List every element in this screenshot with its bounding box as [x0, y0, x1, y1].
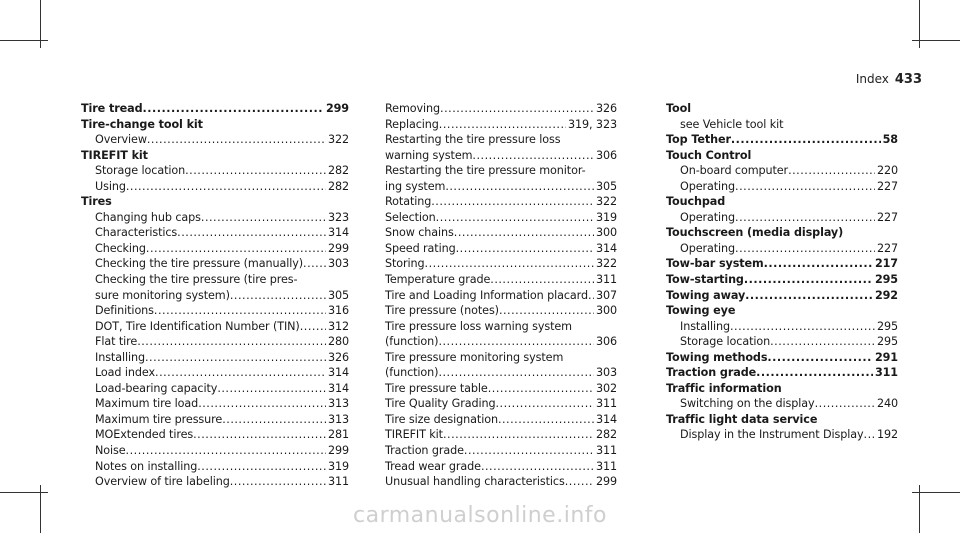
crop-mark [912, 492, 960, 493]
index-heading[interactable] [666, 256, 898, 272]
crop-mark [0, 40, 48, 41]
page-reference[interactable]: 295 [874, 273, 898, 287]
index-subentry[interactable] [81, 272, 349, 288]
index-subentry[interactable] [385, 179, 617, 195]
dot-leader [222, 412, 326, 428]
dot-leader [756, 365, 873, 381]
page-reference[interactable]: 323 [327, 210, 349, 224]
page-reference[interactable]: 322 [595, 195, 617, 209]
dot-leader [177, 225, 326, 241]
index-subentry[interactable] [81, 319, 349, 335]
dot-leader [230, 474, 326, 490]
index-subentry[interactable] [385, 132, 617, 148]
page-reference[interactable]: 305 [327, 288, 349, 302]
dot-leader [303, 256, 326, 272]
page-reference[interactable]: 306 [595, 335, 617, 349]
index-subentry[interactable] [81, 427, 349, 443]
dot-leader [565, 474, 594, 490]
page-reference[interactable]: 312 [327, 319, 349, 333]
entry-text: Storage location [680, 335, 771, 349]
index-subentry[interactable] [81, 288, 349, 304]
index-column-3 [666, 101, 898, 443]
index-heading[interactable] [666, 148, 898, 164]
entry-text: Tire pressure monitoring system [385, 350, 564, 364]
page-header [856, 72, 922, 87]
index-heading[interactable] [666, 225, 898, 241]
entry-text: Traffic information [666, 381, 782, 395]
index-subentry[interactable] [385, 210, 617, 226]
index-subentry[interactable] [385, 163, 617, 179]
entry-text: Load-bearing capacity [95, 381, 218, 395]
watermark: carmanualsonline.info [353, 503, 607, 528]
entry-text: Tire size designation [385, 412, 498, 426]
page-reference[interactable]: 319 [327, 459, 349, 473]
entry-text: Switching on the display [680, 397, 815, 411]
page-reference[interactable]: 314 [595, 241, 617, 255]
entry-text: Overview of tire labeling [95, 475, 230, 489]
dot-leader [735, 241, 875, 257]
dot-leader [490, 272, 594, 288]
entry-text: Touchpad [666, 195, 726, 209]
page-reference[interactable]: 314 [327, 226, 349, 240]
dot-leader [155, 365, 326, 381]
index-subentry[interactable] [81, 256, 349, 272]
page-reference[interactable]: 306 [595, 148, 617, 162]
index-subentry[interactable] [666, 427, 898, 443]
entry-text: Replacing [385, 117, 439, 131]
index-subentry[interactable] [81, 179, 349, 195]
dot-leader [495, 396, 593, 412]
page-reference[interactable]: 305 [595, 179, 617, 193]
dot-leader [198, 396, 326, 412]
entry-text: Restarting the tire pressure monitor- [385, 164, 586, 178]
page-reference[interactable]: 282 [327, 179, 349, 193]
index-subentry[interactable] [666, 319, 898, 335]
page-reference[interactable]: 311 [874, 366, 898, 380]
dot-leader [731, 132, 881, 148]
index-subentry[interactable] [385, 459, 617, 475]
page-reference[interactable]: 299 [327, 241, 349, 255]
index-subentry[interactable] [385, 443, 617, 459]
page-reference[interactable]: 220 [876, 164, 898, 178]
entry-text: Restarting the tire pressure loss [385, 133, 561, 147]
page-reference[interactable]: 227 [876, 179, 898, 193]
index-subentry[interactable] [385, 272, 617, 288]
entry-text: Tire pressure loss warning system [385, 319, 572, 333]
dot-leader [864, 427, 875, 443]
entry-text: Towing methods [666, 350, 768, 364]
page-reference[interactable]: 326 [327, 350, 349, 364]
page-reference[interactable]: 313 [327, 412, 349, 426]
page-reference[interactable]: 322 [327, 133, 349, 147]
index-heading[interactable] [666, 272, 898, 288]
entry-text: Snow chains [385, 226, 454, 240]
index-subentry[interactable] [385, 148, 617, 164]
dot-leader [454, 225, 594, 241]
dot-leader [201, 210, 326, 226]
entry-text: Checking the tire pressure (manually) [95, 257, 304, 271]
dot-leader [443, 427, 594, 443]
entry-text: Towing away [666, 288, 746, 302]
index-subentry[interactable] [385, 474, 617, 490]
page-reference[interactable]: 311 [595, 444, 617, 458]
index-subentry[interactable] [666, 334, 898, 350]
index-subentry[interactable] [385, 334, 617, 350]
entry-text: Storage location [95, 164, 186, 178]
entry-text: Touchscreen (media display) [666, 226, 844, 240]
dot-leader [815, 396, 875, 412]
entry-text: Tire pressure table [385, 381, 488, 395]
page-reference[interactable]: 303 [595, 366, 617, 380]
entry-text: Traction grade [666, 366, 757, 380]
entry-text: Checking [95, 241, 146, 255]
index-subentry[interactable] [81, 443, 349, 459]
dot-leader [438, 334, 594, 350]
index-subentry[interactable] [666, 179, 898, 195]
entry-text: Towing eye [666, 304, 736, 318]
entry-text: Notes on installing [95, 459, 198, 473]
dot-leader [439, 117, 566, 133]
page-reference[interactable]: 58 [882, 133, 898, 147]
dot-leader [137, 334, 326, 350]
entry-text: warning system [385, 148, 473, 162]
index-subentry[interactable] [81, 396, 349, 412]
index-subentry[interactable] [81, 163, 349, 179]
page-reference[interactable]: 299 [327, 444, 349, 458]
page-reference[interactable]: 300 [595, 226, 617, 240]
entry-text: TIREFIT kit [385, 428, 443, 442]
index-subentry[interactable] [666, 210, 898, 226]
entry-text: Definitions [95, 304, 154, 318]
entry-text: ing system [385, 179, 446, 193]
index-subentry[interactable] [385, 194, 617, 210]
page-reference[interactable]: 227 [876, 210, 898, 224]
index-subentry[interactable] [81, 412, 349, 428]
index-subentry[interactable] [385, 241, 617, 257]
index-subentry[interactable] [385, 427, 617, 443]
entry-text: Tire tread [81, 102, 143, 115]
dot-leader [744, 272, 873, 288]
index-subentry[interactable] [666, 241, 898, 257]
index-subentry[interactable] [81, 474, 349, 490]
entry-text: Storing [385, 257, 425, 271]
entry-text: Operating [680, 210, 736, 224]
index-subentry[interactable] [385, 381, 617, 397]
index-subentry[interactable] [385, 225, 617, 241]
page-reference[interactable]: 326 [595, 102, 617, 115]
entry-text: On-board computer [680, 164, 789, 178]
entry-text: (function) [385, 335, 439, 349]
entry-text: Rotating [385, 195, 432, 209]
index-subentry[interactable] [385, 396, 617, 412]
dot-leader [146, 241, 326, 257]
dot-leader [154, 303, 326, 319]
page-reference[interactable]: 311 [595, 459, 617, 473]
dot-leader [185, 163, 326, 179]
entry-text: Load index [95, 366, 156, 380]
dot-leader [147, 132, 326, 148]
entry-text: Speed rating [385, 241, 456, 255]
page-reference[interactable]: 307 [595, 288, 618, 302]
index-subentry[interactable] [666, 117, 898, 133]
index-subentry[interactable] [81, 459, 349, 475]
index-subentry[interactable] [81, 365, 349, 381]
dot-leader [197, 459, 326, 475]
page-reference[interactable]: 192 [876, 428, 898, 442]
index-subentry[interactable] [81, 334, 349, 350]
dot-leader [230, 288, 326, 304]
dot-leader [217, 381, 326, 397]
index-subentry[interactable] [385, 101, 617, 117]
page-reference[interactable]: 314 [327, 366, 349, 380]
dot-leader [142, 101, 323, 117]
entry-text: Top Tether [666, 133, 731, 147]
page-reference[interactable]: 313 [327, 397, 349, 411]
page-number: 433 [894, 72, 922, 87]
index-column-1 [81, 101, 349, 490]
entry-text: (function) [385, 366, 439, 380]
page-reference[interactable]: 240 [876, 397, 898, 411]
entry-text: Tire-change tool kit [81, 117, 203, 131]
dot-leader [481, 459, 594, 475]
page-reference[interactable]: 217 [874, 257, 898, 271]
index-heading[interactable] [81, 148, 349, 164]
entry-text: Temperature grade [385, 273, 491, 287]
dot-leader [456, 241, 594, 257]
index-subentry[interactable] [81, 210, 349, 226]
index-subentry[interactable] [81, 225, 349, 241]
page-reference[interactable]: 282 [327, 164, 349, 178]
entry-text: Tow-bar system [666, 257, 764, 271]
page-reference[interactable]: 300 [595, 304, 617, 318]
index-subentry[interactable] [385, 288, 617, 304]
index-subentry[interactable] [81, 241, 349, 257]
entry-text: Checking the tire pressure (tire pres- [95, 273, 298, 287]
dot-leader [788, 163, 875, 179]
page-reference[interactable]: 227 [876, 241, 898, 255]
page-reference[interactable]: 280 [327, 335, 349, 349]
entry-text: Unusual handling characteristics [385, 475, 565, 489]
dot-leader [764, 256, 873, 272]
page-reference[interactable]: 292 [874, 288, 898, 302]
entry-text: Tire pressure (notes) [385, 304, 499, 318]
index-subentry[interactable] [385, 256, 617, 272]
entry-text: sure monitoring system) [95, 288, 230, 302]
entry-text: Maximum tire load [95, 397, 199, 411]
dot-leader [488, 381, 594, 397]
page-reference[interactable]: 303 [327, 257, 349, 271]
entry-text: Tool [666, 102, 691, 115]
page-reference[interactable]: 291 [874, 350, 898, 364]
entry-text: Traffic light data service [666, 412, 818, 426]
dot-leader [735, 210, 875, 226]
dot-leader [735, 179, 875, 195]
entry-text: Operating [680, 241, 736, 255]
index-subentry[interactable] [385, 350, 617, 366]
index-subentry[interactable] [385, 303, 617, 319]
entry-text: DOT, Tire Identification Number (TIN) [95, 319, 300, 333]
entry-text: Overview [95, 133, 147, 147]
dot-leader [440, 101, 594, 117]
dot-leader [498, 412, 594, 428]
page-reference[interactable]: 295 [876, 319, 898, 333]
entry-text: TIREFIT kit [81, 148, 148, 162]
index-heading[interactable] [666, 194, 898, 210]
page-reference[interactable]: 281 [327, 428, 349, 442]
entry-text: Installing [95, 350, 145, 364]
entry-text: Display in the Instrument Display [680, 428, 864, 442]
page-reference[interactable]: 311 [595, 273, 617, 287]
dot-leader [472, 148, 594, 164]
index-subentry[interactable] [385, 117, 617, 133]
index-subentry[interactable] [385, 365, 617, 381]
page-reference[interactable]: 319 [595, 210, 617, 224]
page-reference[interactable]: 282 [595, 428, 617, 442]
index-subentry[interactable] [81, 381, 349, 397]
entry-text: Tires [81, 195, 112, 209]
dot-leader [438, 365, 594, 381]
dot-leader [425, 256, 594, 272]
index-heading[interactable] [666, 101, 898, 117]
entry-text: Changing hub caps [95, 210, 201, 224]
index-heading[interactable] [81, 101, 349, 117]
entry-text: Tire and Loading Information placard [385, 288, 588, 302]
index-subentry[interactable] [666, 163, 898, 179]
dot-leader [126, 443, 326, 459]
index-subentry[interactable] [81, 350, 349, 366]
dot-leader [300, 319, 326, 335]
dot-leader [431, 194, 594, 210]
index-heading[interactable] [666, 288, 898, 304]
entry-text: Noise [95, 444, 126, 458]
index-subentry[interactable] [385, 412, 617, 428]
entry-text: Using [95, 179, 126, 193]
entry-text: Flat tire [95, 335, 138, 349]
dot-leader [464, 443, 594, 459]
index-heading[interactable] [666, 381, 898, 397]
dot-leader [499, 303, 594, 319]
index-column-2 [385, 101, 617, 490]
index-heading[interactable] [666, 365, 898, 381]
page-reference[interactable]: 316 [327, 304, 349, 318]
index-heading[interactable] [81, 117, 349, 133]
page-reference[interactable]: 314 [595, 412, 617, 426]
crop-mark [912, 40, 960, 41]
entry-text: Tire Quality Grading [385, 397, 496, 411]
dot-leader [436, 210, 594, 226]
entry-text: Maximum tire pressure [95, 412, 223, 426]
page-reference[interactable]: 311 [327, 475, 349, 489]
page-reference[interactable]: 319, 323 [567, 117, 617, 131]
index-subentry[interactable] [385, 319, 617, 335]
page-reference[interactable]: 311 [595, 397, 617, 411]
dot-leader [730, 319, 875, 335]
index-subentry[interactable] [81, 132, 349, 148]
index-heading[interactable] [666, 412, 898, 428]
dot-leader [770, 334, 875, 350]
dot-leader [767, 350, 873, 366]
dot-leader [126, 179, 326, 195]
entry-text: Installing [680, 319, 730, 333]
page-reference[interactable]: 322 [595, 257, 617, 271]
page-reference[interactable]: 299 [325, 102, 349, 115]
entry-text: Removing [385, 102, 441, 115]
index-heading[interactable] [666, 132, 898, 148]
crop-mark [0, 492, 48, 493]
page-reference[interactable]: 314 [327, 381, 349, 395]
dot-leader [745, 288, 873, 304]
entry-text: Tread wear grade [385, 459, 481, 473]
dot-leader [445, 179, 594, 195]
page-reference[interactable]: 299 [595, 475, 617, 489]
entry-text: Characteristics [95, 226, 178, 240]
entry-text: Tow-starting [666, 273, 744, 287]
index-subentry[interactable] [81, 303, 349, 319]
entry-text: Touch Control [666, 148, 752, 162]
index-heading[interactable] [666, 350, 898, 366]
index-heading[interactable] [666, 303, 898, 319]
index-heading[interactable] [81, 194, 349, 210]
entry-text: see Vehicle tool kit [680, 117, 784, 131]
dot-leader [145, 350, 326, 366]
entry-text: MOExtended tires [95, 428, 194, 442]
entry-text: Selection [385, 210, 436, 224]
entry-text: Operating [680, 179, 736, 193]
page-reference[interactable]: 302 [595, 381, 617, 395]
header-title: Index [855, 72, 889, 86]
index-subentry[interactable] [666, 396, 898, 412]
page-reference[interactable]: 295 [876, 335, 898, 349]
dot-leader [193, 427, 326, 443]
entry-text: Traction grade [385, 444, 464, 458]
